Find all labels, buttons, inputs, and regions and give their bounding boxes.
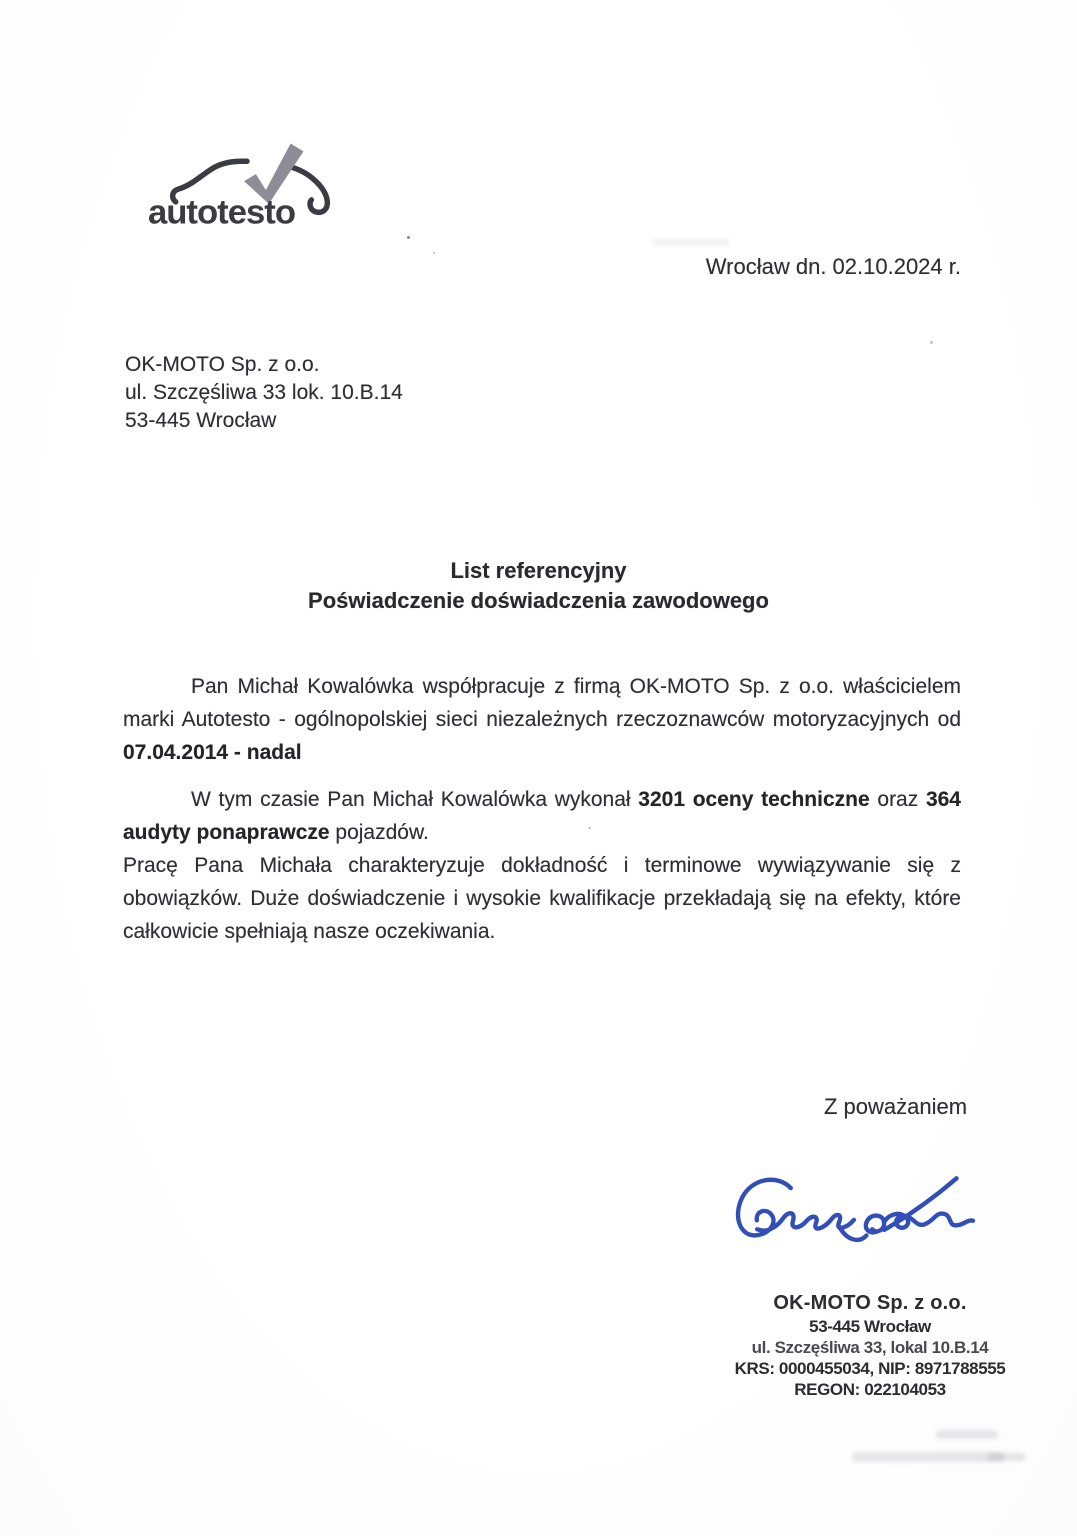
letter-body xyxy=(123,670,961,948)
stamp-krs-nip: KRS: 0000455034, NIP: 8971788555 xyxy=(734,1359,1006,1378)
paragraph-2 xyxy=(123,783,961,849)
autotesto-logo-graphic xyxy=(146,140,354,240)
scan-speck xyxy=(930,341,933,344)
title-line-1: List referencyjny xyxy=(450,558,627,583)
scan-artifact xyxy=(652,239,730,246)
letter-title xyxy=(0,556,1077,616)
scan-speck xyxy=(588,827,591,829)
p1-text: Pan Michał Kowalówka współpracuje z firmą OK-MOTO Sp. z o.o. właścicielem marki Autotesto - ogólnopolskiej sieci niezależnych rzeczoznawców motoryzacyjnych od xyxy=(123,675,961,731)
p2-text-3: pojazdów. xyxy=(329,821,429,844)
stat-technical-assessments: 3201 oceny techniczne xyxy=(638,788,870,811)
scan-speck xyxy=(433,252,435,254)
company-stamp xyxy=(700,1291,1040,1400)
scan-artifact xyxy=(988,1453,1026,1461)
stamp-company-name: OK-MOTO Sp. z o.o. xyxy=(773,1292,967,1314)
scan-artifact xyxy=(852,1452,1004,1462)
title-line-2: Poświadczenie doświadczenia zawodowego xyxy=(308,588,769,613)
recipient-block xyxy=(125,351,403,435)
signature-ink xyxy=(724,1166,978,1280)
paragraph-3: Pracę Pana Michała charakteryzuje dokładność i terminowe wywiązywanie się z obowiązków. Duże doświadczenie i wysokie kwalifikacje przekładają się na efekty, które całkowicie spełniają nasze oczekiwania. xyxy=(123,854,961,943)
stamp-regon: REGON: 022104053 xyxy=(794,1380,946,1399)
stat-post-repair-audits: 364 audyty ponaprawcze xyxy=(123,788,961,844)
recipient-street: ul. Szczęśliwa 33 lok. 10.B.14 xyxy=(125,381,403,404)
stamp-street: ul. Szczęśliwa 33, lokal 10.B.14 xyxy=(751,1338,989,1357)
recipient-city: 53-445 Wrocław xyxy=(125,409,277,432)
paragraph-1 xyxy=(123,670,961,769)
scan-artifact xyxy=(936,1430,998,1439)
employment-period: 07.04.2014 - nadal xyxy=(123,741,302,764)
logo-wordmark: autotesto xyxy=(147,193,296,232)
stamp-postal-city: 53-445 Wrocław xyxy=(809,1317,931,1336)
autotesto-logo xyxy=(146,140,354,240)
dateline: Wrocław dn. 02.10.2024 r. xyxy=(705,254,961,279)
closing-salutation: Z poważaniem xyxy=(824,1094,968,1119)
recipient-company: OK-MOTO Sp. z o.o. xyxy=(125,353,320,376)
p2-text-1: W tym czasie Pan Michał Kowalówka wykonał xyxy=(191,788,639,811)
scan-speck xyxy=(407,236,410,239)
p2-text-2: oraz xyxy=(869,788,926,811)
